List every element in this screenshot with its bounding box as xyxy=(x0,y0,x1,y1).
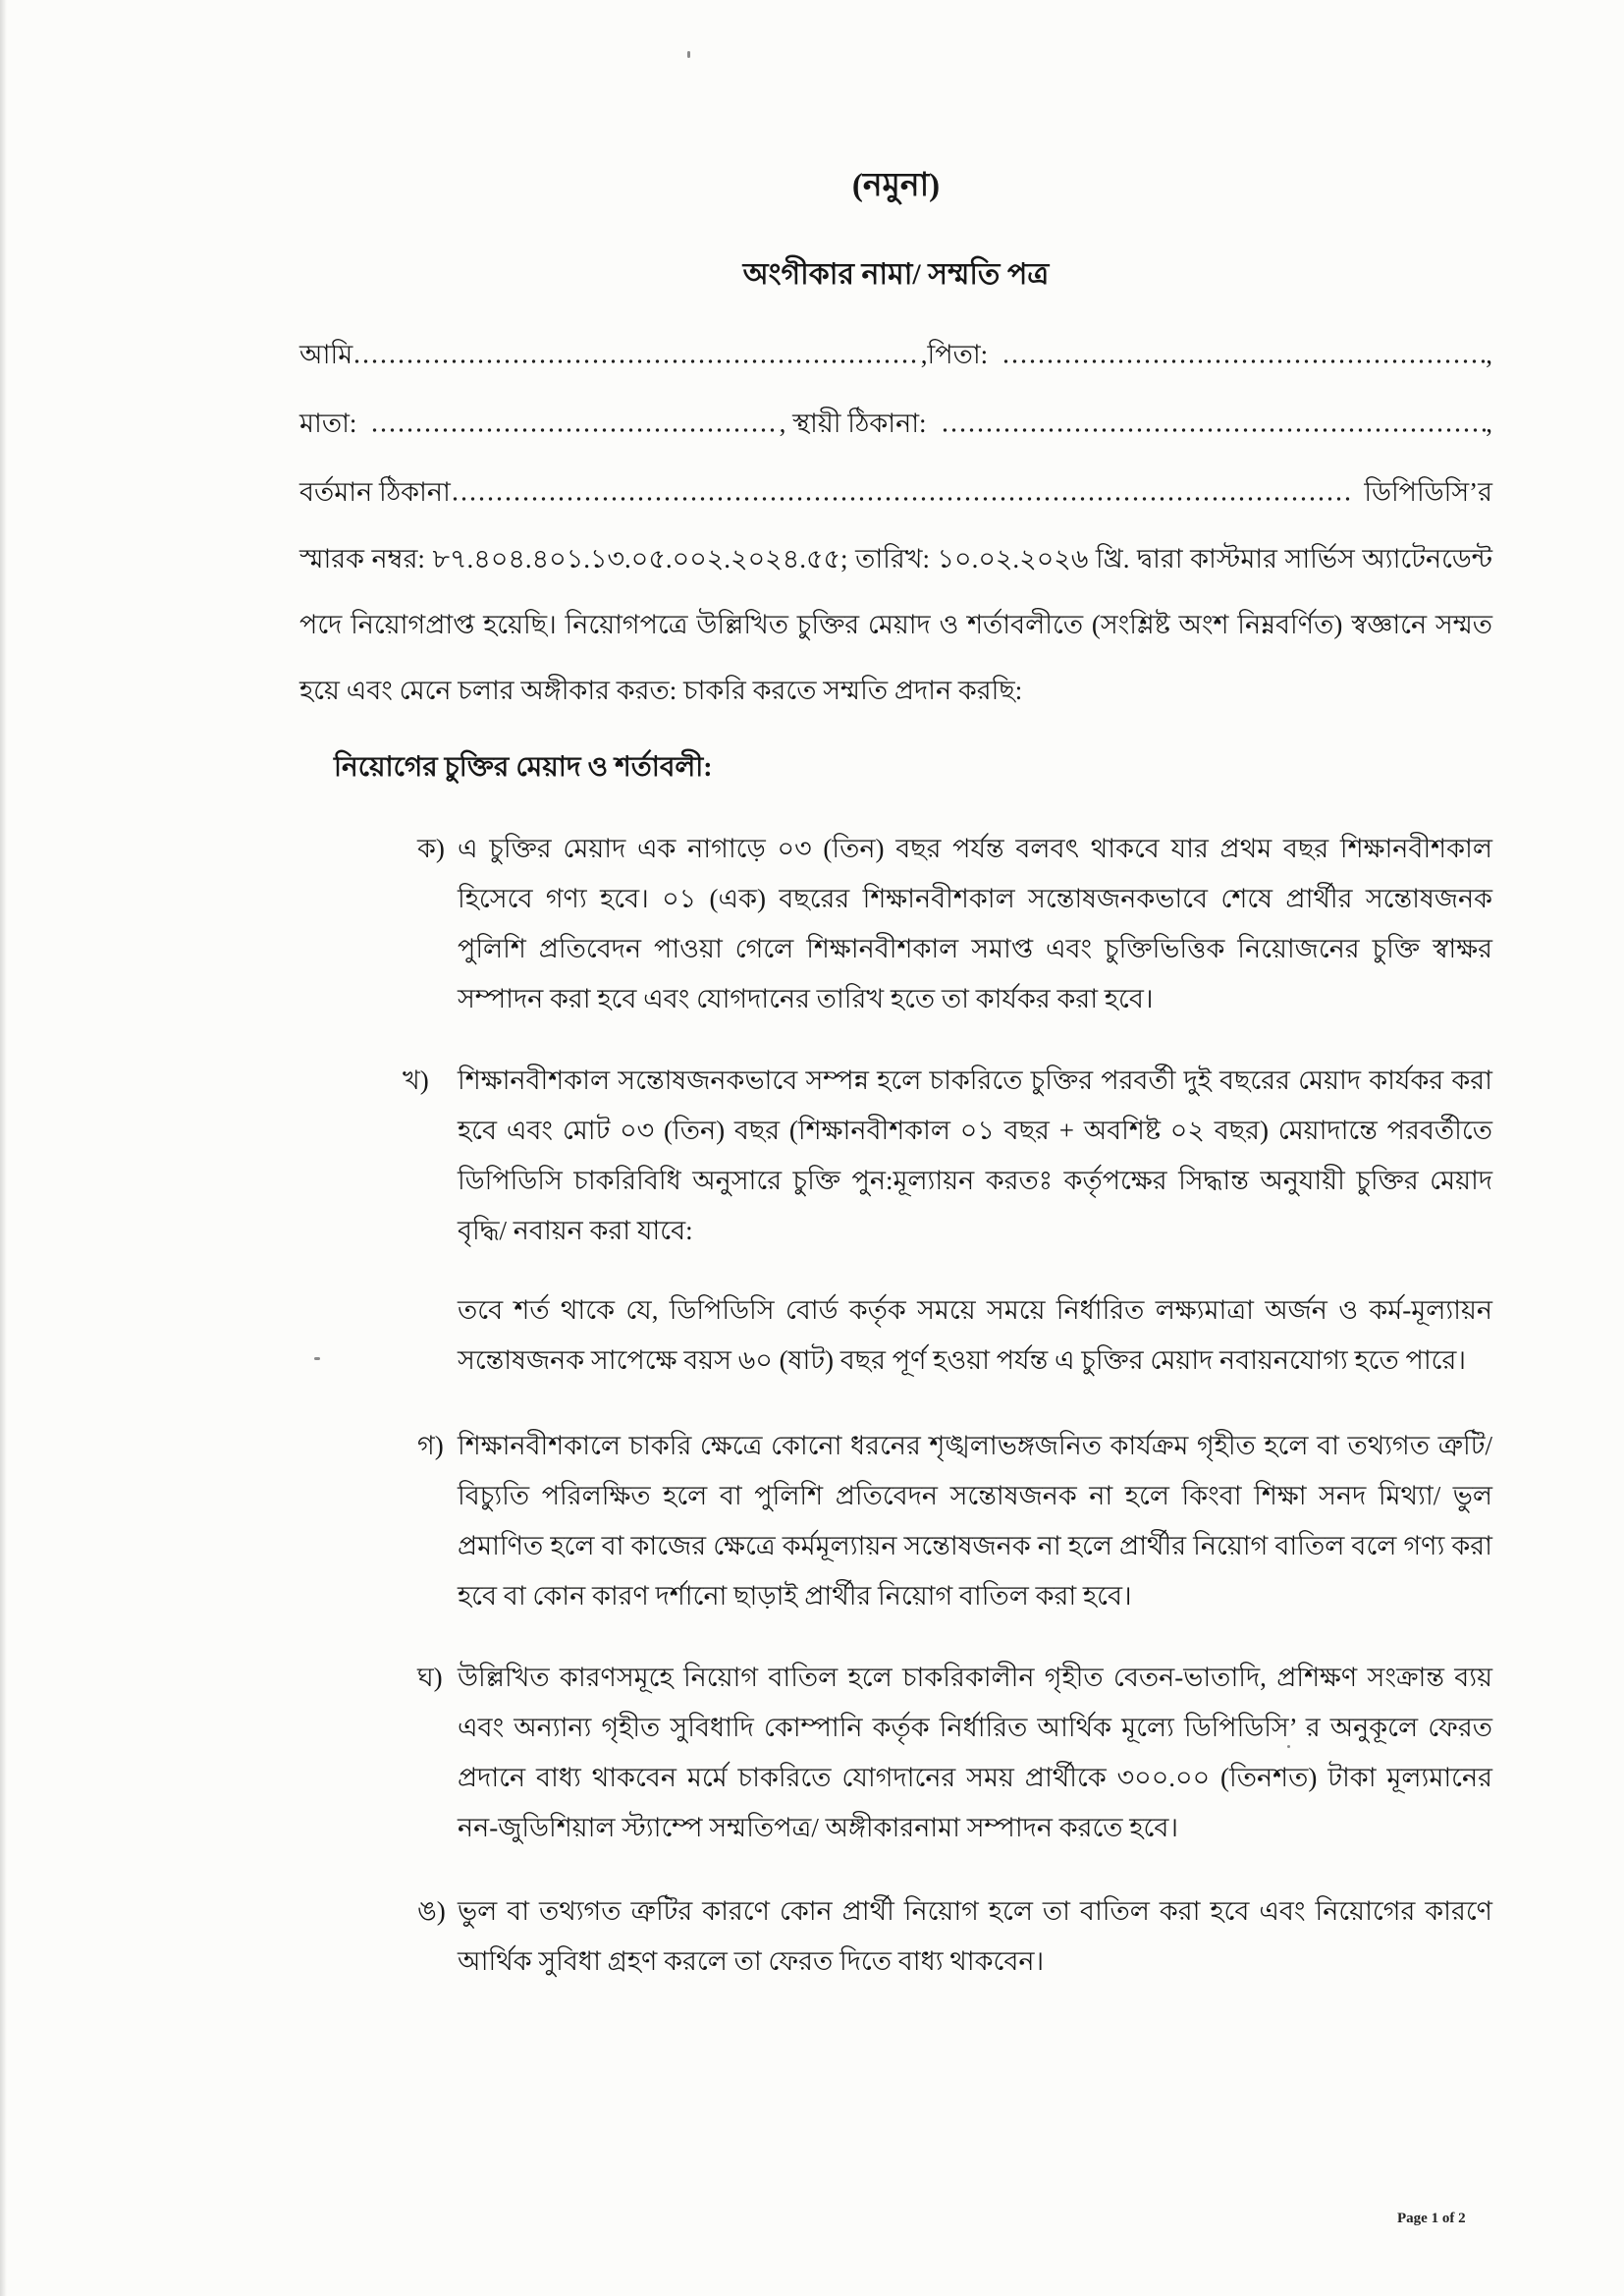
field-row-present-address xyxy=(299,458,1492,526)
page-number: Page 1 of 2 xyxy=(1397,2211,1466,2226)
company-possessive: ডিপিডিসি’র xyxy=(1364,477,1492,507)
document-body xyxy=(299,160,1492,1987)
term-item-proviso-text: তবে শর্ত থাকে যে, ডিপিডিসি বোর্ড কর্তৃক সময়ে সময়ে নির্ধারিত লক্ষ্যমাত্রা অর্জন ও কর্ম-মূল্যায়ন সন্তোষজনক সাপেক্ষে বয়স ৬০ (ষাট) বছর পূর্ণ হওয়া পর্যন্ত এ চুক্তির মেয়াদ নবায়নযোগ্য হতে পারে। xyxy=(458,1295,1492,1375)
blank-line-mother xyxy=(370,428,779,432)
memo-number: ৮৭.৪০৪.৪০১.১৩.০৫.০০২.২০২৪.৫৫; xyxy=(432,544,848,574)
term-item xyxy=(299,824,1492,1024)
scan-edge-shadow xyxy=(0,0,7,2296)
row-end-comma: , xyxy=(1486,409,1492,438)
term-item-label: ঘ) xyxy=(417,1663,443,1692)
term-item-label: খ) xyxy=(403,1066,429,1095)
terms-heading: নিয়োগের চুক্তির মেয়াদ ও শর্তাবলী: xyxy=(334,752,713,783)
term-item xyxy=(299,1886,1492,1987)
term-item-text: শিক্ষানবীশকালে চাকরি ক্ষেত্রে কোনো ধরনের শৃঙ্খলাভঙ্গজনিত কার্যক্রম গৃহীত হলে বা তথ্যগত ত্রুটি/ বিচ্যুতি পরিলক্ষিত হলে বা পুলিশি প্রতিবেদন সন্তোষজনক না হলে কিংবা শিক্ষা সনদ মিথ্যা/ ভুল প্রমাণিত হলে বা কাজের ক্ষেত্রে কর্মমূল্যায়ন সন্তোষজনক না হলে প্রার্থীর নিয়োগ বাতিল বলে গণ্য করা হবে বা কোন কারণ দর্শানো ছাড়াই প্রার্থীর নিয়োগ বাতিল করা হবে। xyxy=(458,1431,1492,1611)
permanent-address-label: , স্থায়ী ঠিকানা: xyxy=(779,409,927,438)
term-item-label: ক) xyxy=(417,834,445,863)
blank-line-father xyxy=(1001,359,1486,363)
personal-info-fields xyxy=(299,320,1492,526)
term-item-text: উল্লিখিত কারণসমূহে নিয়োগ বাতিল হলে চাকরিকালীন গৃহীত বেতন-ভাতাদি, প্রশিক্ষণ সংক্রান্ত ব্যয় এবং অন্যান্য গৃহীত সুবিধাদি কোম্পানি কর্তৃক নির্ধারিত আর্থিক মূল্যে ডিপিডিসি’ র অনুকূলে ফেরত প্রদানে বাধ্য থাকবেন মর্মে চাকরিতে যোগদানের সময় প্রার্থীকে ৩০০.০০ (তিনশত) টাকা মূল্যমানের নন-জুডিশিয়াল স্ট্যাম্পে সম্মতিপত্র/ অঙ্গীকারনামা সম্পাদন করতে হবে। xyxy=(458,1663,1492,1842)
field-row-name-father xyxy=(299,320,1492,389)
term-item-label: ঙ) xyxy=(417,1896,446,1926)
term-item-text: এ চুক্তির মেয়াদ এক নাগাড়ে ০৩ (তিন) বছর পর্যন্ত বলবৎ থাকবে যার প্রথম বছর শিক্ষানবীশকাল হিসেবে গণ্য হবে। ০১ (এক) বছরের শিক্ষানবীশকাল সন্তোষজনকভাবে শেষে প্রার্থীর সন্তোষজনক পুলিশি প্রতিবেদন পাওয়া গেলে শিক্ষানবীশকাল সমাপ্ত এবং চুক্তিভিত্তিক নিয়োজনের চুক্তি স্বাক্ষর সম্পাদন করা হবে এবং যোগদানের তারিখ হতে তা কার্যকর করা হবে। xyxy=(458,834,1492,1013)
blank-line-name xyxy=(352,359,921,363)
blank-line-present-address xyxy=(451,497,1351,501)
appointment-date: ১০.০২.২০২৬ খ্রি. xyxy=(937,544,1130,574)
field-row-mother-address xyxy=(299,389,1492,458)
term-item-label: গ) xyxy=(417,1431,444,1460)
row-end-comma: , xyxy=(1486,340,1492,369)
mother-label: মাতা: xyxy=(299,409,357,438)
present-address-label: বর্তমান ঠিকানা xyxy=(299,477,451,507)
blank-line-permanent-address xyxy=(941,428,1487,432)
term-item-proviso xyxy=(299,1285,1492,1386)
memo-number-label: স্মারক নম্বর: xyxy=(299,544,425,574)
name-label: আমি xyxy=(299,340,353,369)
father-label: ,পিতা: xyxy=(920,340,989,369)
intro-text: দ্বারা কাস্টমার সার্ভিস অ্যাটেনডেন্ট পদে নিয়োগপ্রাপ্ত হয়েছি। নিয়োগপত্রে উল্লিখিত চুক্তির মেয়াদ ও শর্তাবলীতে (সংশ্লিষ্ট অংশ নিম্নবর্ণিত) স্বজ্ঞানে সম্মত হয়ে এবং মেনে চলার অঙ্গীকার করত: চাকরি করতে সম্মতি প্রদান করছি: xyxy=(299,544,1493,705)
document-title: (নমুনা) xyxy=(851,168,941,203)
term-item xyxy=(299,1056,1492,1256)
term-item xyxy=(299,1421,1492,1621)
date-label: তারিখ: xyxy=(855,544,930,574)
term-item xyxy=(299,1653,1492,1853)
document-subtitle: অংগীকার নামা/ সম্মতি পত্র xyxy=(742,258,1050,291)
scan-speck xyxy=(687,51,690,58)
term-item-text: ভুল বা তথ্যগত ত্রুটির কারণে কোন প্রার্থী নিয়োগ হলে তা বাতিল করা হবে এবং নিয়োগের কারণে আর্থিক সুবিধা গ্রহণ করলে তা ফেরত দিতে বাধ্য থাকবেন। xyxy=(458,1896,1492,1976)
intro-paragraph xyxy=(299,526,1492,724)
term-item-text: শিক্ষানবীশকাল সন্তোষজনকভাবে সম্পন্ন হলে চাকরিতে চুক্তির পরবর্তী দুই বছরের মেয়াদ কার্যকর করা হবে এবং মোট ০৩ (তিন) বছর (শিক্ষানবীশকাল ০১ বছর + অবশিষ্ট ০২ বছর) মেয়াদান্তে পরবর্তীতে ডিপিডিসি চাকরিবিধি অনুসারে চুক্তি পুন:মূল্যায়ন করতঃ কর্তৃপক্ষের সিদ্ধান্ত অনুযায়ী চুক্তির মেয়াদ বৃদ্ধি/ নবায়ন করা যাবে: xyxy=(458,1066,1492,1245)
